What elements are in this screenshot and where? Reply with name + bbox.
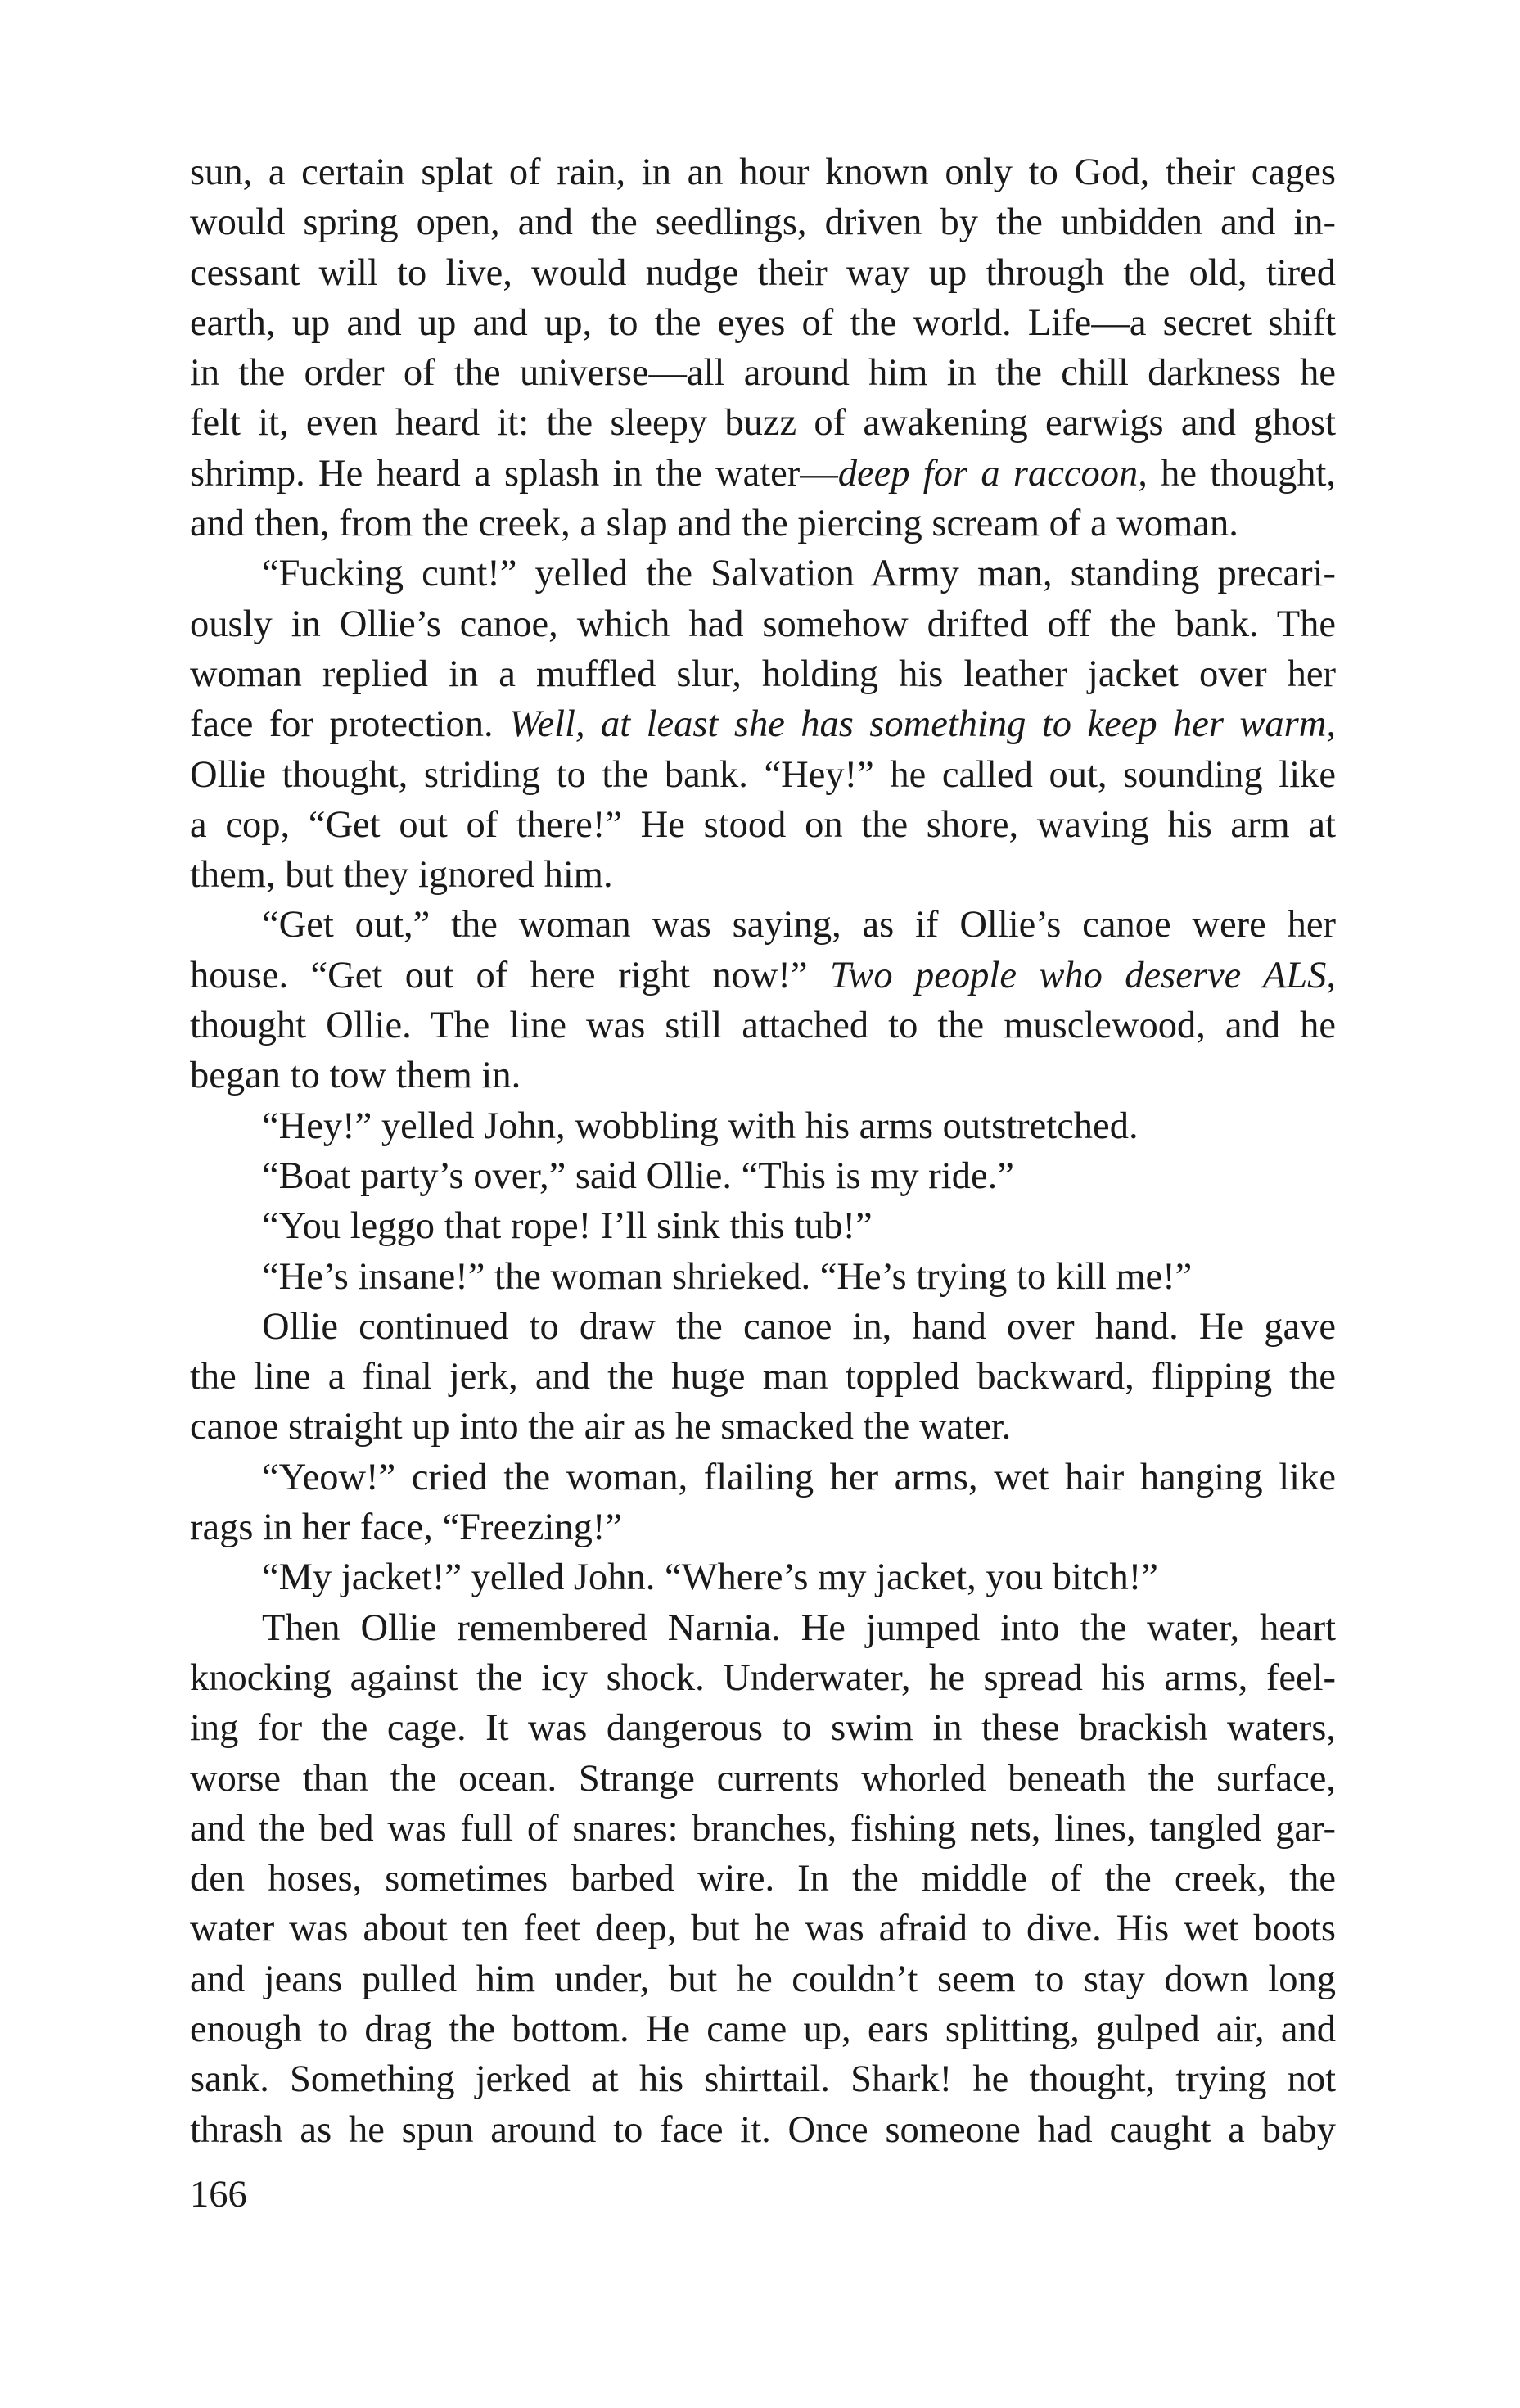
- text-line: [190, 1804, 1336, 1854]
- text-line: [190, 1352, 1336, 1402]
- text-segment: enough to drag the bottom. He came up, ears splitting, gulped air, and: [190, 2008, 1336, 2050]
- text-segment: ously in Ollie’s canoe, which had somehow drifted off the bank. The: [190, 603, 1336, 645]
- italic-text-segment: Two people who deserve ALS,: [829, 954, 1336, 996]
- text-segment: the line a final jerk, and the huge man toppled backward, flipping the: [190, 1356, 1336, 1398]
- text-line: [190, 1151, 1336, 1201]
- text-segment: worse than the ocean. Strange currents whorled beneath the surface,: [190, 1757, 1336, 1800]
- text-segment: Ollie thought, striding to the bank. “Hey!” he called out, sounding like: [190, 753, 1336, 796]
- text-line: [190, 549, 1336, 599]
- text-segment: Then Ollie remembered Narnia. He jumped into the water, heart: [262, 1606, 1336, 1649]
- text-line: [190, 2054, 1336, 2104]
- text-segment: “My jacket!” yelled John. “Where’s my jacket, you bitch!”: [262, 1556, 1158, 1599]
- text-line: [190, 398, 1336, 448]
- text-segment: canoe straight up into the air as he smacked the water.: [190, 1406, 1012, 1448]
- text-line: [190, 1402, 1336, 1452]
- text-line: [190, 900, 1336, 950]
- text-segment: thrash as he spun around to face it. Once someone had caught a baby: [190, 2108, 1336, 2151]
- text-line: [190, 1904, 1336, 1954]
- text-line: [190, 1603, 1336, 1653]
- text-line: [190, 951, 1336, 1001]
- text-line: [190, 2105, 1336, 2155]
- text-segment: and the bed was full of snares: branches, fishing nets, lines, tangled gar-: [190, 1807, 1336, 1850]
- text-line: [190, 298, 1336, 348]
- text-line: [190, 1502, 1336, 1552]
- text-line: [190, 1050, 1336, 1100]
- text-segment: earth, up and up and up, to the eyes of the world. Life—a secret shift: [190, 301, 1336, 344]
- text-segment: ing for the cage. It was dangerous to swim in these brackish waters,: [190, 1707, 1336, 1750]
- text-segment: “Yeow!” cried the woman, flailing her arms, wet hair hanging like: [262, 1456, 1336, 1498]
- text-segment: face for protection.: [190, 703, 510, 746]
- text-segment: house. “Get out of here right now!”: [190, 954, 830, 996]
- text-segment: den hoses, sometimes barbed wire. In the middle of the creek, the: [190, 1858, 1336, 1900]
- text-segment: began to tow them in.: [190, 1055, 521, 1097]
- text-line: [190, 1854, 1336, 1904]
- text-segment: cessant will to live, would nudge their way up through the old, tired: [190, 251, 1336, 294]
- text-line: [190, 699, 1336, 749]
- text-segment: sun, a certain splat of rain, in an hour known only to God, their cages: [190, 151, 1336, 193]
- text-line: [190, 599, 1336, 649]
- text-segment: woman replied in a muffled slur, holding his leather jacket over her: [190, 653, 1336, 695]
- body-text: [190, 147, 1336, 2155]
- text-segment: sank. Something jerked at his shirttail. Shark! he thought, trying not: [190, 2058, 1336, 2101]
- text-segment: “You leggo that rope! I’ll sink this tub!”: [262, 1205, 873, 1248]
- text-segment: rags in her face, “Freezing!”: [190, 1507, 622, 1549]
- text-line: [190, 197, 1336, 247]
- text-segment: water was about ten feet deep, but he was afraid to dive. His wet boots: [190, 1908, 1336, 1950]
- text-line: [190, 2004, 1336, 2054]
- text-line: [190, 1754, 1336, 1804]
- text-line: [190, 1653, 1336, 1703]
- text-line: [190, 1552, 1336, 1602]
- italic-text-segment: deep for a raccoon,: [837, 452, 1148, 495]
- text-segment: shrimp. He heard a splash in the water—: [190, 452, 838, 495]
- text-line: [190, 1302, 1336, 1352]
- text-segment: would spring open, and the seedlings, driven by the unbidden and in-: [190, 201, 1336, 244]
- text-segment: “He’s insane!” the woman shrieked. “He’s trying to kill me!”: [262, 1255, 1193, 1298]
- italic-text-segment: Well, at least she has something to keep her warm,: [509, 703, 1336, 746]
- text-segment: and jeans pulled him under, but he couldn’t seem to stay down long: [190, 1958, 1336, 2000]
- text-segment: felt it, even heard it: the sleepy buzz of awakening earwigs and ghost: [190, 402, 1336, 445]
- text-segment: in the order of the universe—all around him in the chill darkness he: [190, 352, 1336, 395]
- text-line: [190, 850, 1336, 900]
- text-segment: “Boat party’s over,” said Ollie. “This is my ride.”: [262, 1154, 1014, 1197]
- text-segment: thought Ollie. The line was still attached to the musclewood, and he: [190, 1005, 1336, 1047]
- text-segment: knocking against the icy shock. Underwater, he spread his arms, feel-: [190, 1656, 1336, 1699]
- text-line: [190, 1101, 1336, 1151]
- text-line: [190, 348, 1336, 398]
- text-segment: and then, from the creek, a slap and the piercing scream of a woman.: [190, 503, 1238, 545]
- text-line: [190, 649, 1336, 699]
- text-line: [190, 1201, 1336, 1251]
- text-line: [190, 449, 1336, 499]
- text-segment: Ollie continued to draw the canoe in, hand over hand. He gave: [262, 1305, 1336, 1348]
- text-line: [190, 800, 1336, 850]
- text-line: [190, 750, 1336, 800]
- text-segment: he thought,: [1147, 452, 1336, 495]
- text-line: [190, 1452, 1336, 1502]
- text-line: [190, 1252, 1336, 1302]
- text-line: [190, 1001, 1336, 1050]
- text-line: [190, 1954, 1336, 2004]
- text-line: [190, 248, 1336, 298]
- page-number: 166: [190, 2174, 247, 2216]
- text-line: [190, 499, 1336, 549]
- text-segment: them, but they ignored him.: [190, 854, 613, 897]
- text-segment: “Fucking cunt!” yelled the Salvation Army man, standing precari-: [262, 553, 1336, 595]
- text-segment: a cop, “Get out of there!” He stood on the shore, waving his arm at: [190, 803, 1336, 846]
- text-segment: “Hey!” yelled John, wobbling with his arms outstretched.: [262, 1105, 1139, 1147]
- text-line: [190, 1703, 1336, 1753]
- text-segment: “Get out,” the woman was saying, as if Ollie’s canoe were her: [262, 904, 1336, 946]
- text-line: [190, 147, 1336, 197]
